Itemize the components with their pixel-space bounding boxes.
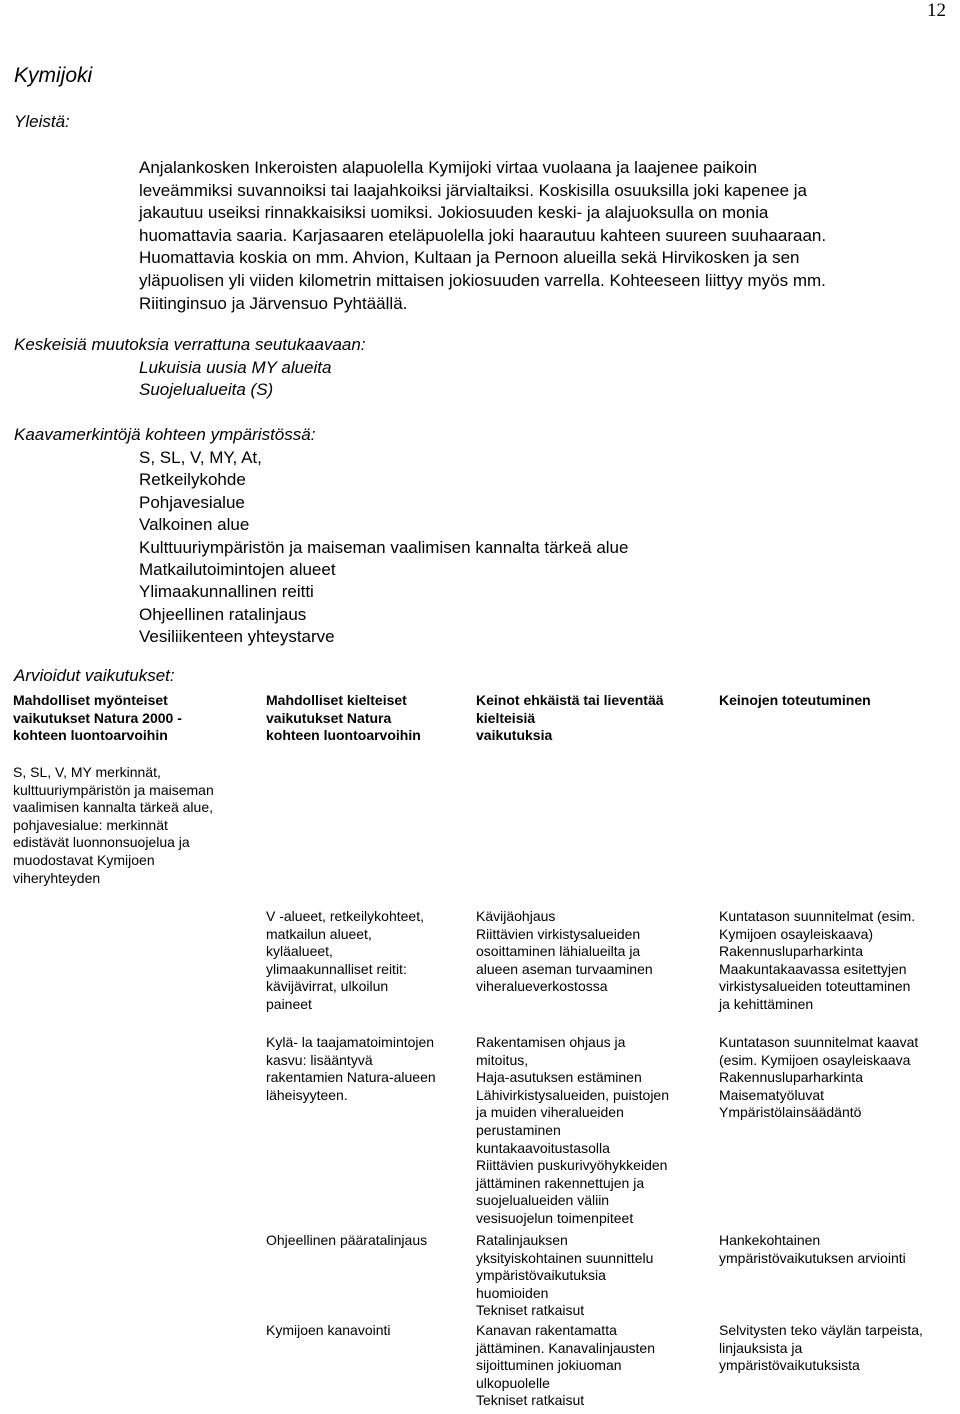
cell-line: yksityiskohtainen suunnittelu [476,1249,654,1266]
cell-line: Hankekohtainen [719,1232,821,1248]
changes-list [139,357,331,402]
list-item: Kulttuuriympäristön ja maiseman vaalimisen kannalta tärkeä alue [139,537,629,557]
page-number: 12 [927,0,946,21]
cell-line: Ohjeellinen pääratalinjaus [266,1232,428,1248]
header-line: kielteisiä [476,709,536,726]
paragraph-line: Huomattavia koskia on mm. Ahvion, Kultaan ja Pernoon alueilla sekä Hirvikosken ja sen [139,248,800,268]
cell-line: ulkopuolelle [476,1374,550,1391]
cell-line: vesisuojelun toimenpiteet [476,1210,634,1226]
list-item: Vesiliikenteen yhteystarve [139,627,335,647]
table-column-realization [719,692,949,1402]
list-item: S, SL, V, MY, At, [139,448,262,467]
cell-line: Ratalinjauksen [476,1232,568,1248]
cell-line: Kuntatason suunnitelmat (esim. [719,908,916,924]
paragraph-line: Anjalankosken Inkeroisten alapuolella Kymijoki virtaa vuolaana ja laajenee paikoin [139,158,758,177]
cell-line: S, SL, V, MY merkinnät, [13,764,161,780]
header-line: Mahdolliset myönteiset [13,692,168,708]
cell-line: mitoitus, [476,1051,529,1068]
cell-line: Tekniset ratkaisut [476,1302,585,1319]
cell-line: Rakennusluparharkinta [719,943,863,960]
cell-line: Selvitysten teko väylän tarpeista, [719,1322,923,1338]
header-line: kohteen luontoarvoihin [266,727,421,744]
paragraph-line: yläpuolisen yli viiden kilometrin mittaisen jokiosuuden varrella. Kohteeseen liittyy myös mm. [139,270,826,290]
changes-heading: Keskeisiä muutoksia verrattuna seutukaavaan: [14,335,366,354]
table-column-mitigation [476,692,701,1409]
header-line: vaikutukset Natura [266,709,392,726]
cell-line: Ympäristölainsäädäntö [719,1104,862,1121]
section-heading-general: Yleistä: [14,112,70,131]
cell-line: läheisyyteen. [266,1086,348,1103]
paragraph-line: Riitinginsuo ja Järvensuo Pyhtäällä. [139,293,408,313]
cell-line: Kanavan rakentamatta [476,1322,617,1338]
table-column-negative-impacts [266,692,466,1402]
impacts-heading: Arvioidut vaikutukset: [14,666,175,685]
cell-line: viheralueverkostossa [476,978,608,995]
list-item: Lukuisia uusia MY alueita [139,358,332,377]
page-title: Kymijoki [14,64,93,87]
cell-line: kuntakaavoitustasolla [476,1139,610,1156]
general-description [139,157,939,315]
cell-line: linjauksista ja [719,1339,803,1356]
paragraph-line: jakautuu useiksi rinnakkaisiksi uomiksi. Jokiosuuden keski- ja alajuoksulla on monia [139,203,769,223]
cell-line: paineet [266,996,312,1012]
cell-line: Kymijoen osayleiskaava) [719,925,874,942]
table-column-positive-impacts [13,692,243,1402]
cell-line: kävijävirrat, ulkoilun [266,978,389,995]
cell-line: kasvu: lisääntyvä [266,1051,373,1068]
cell-line: ympäristövaikutuksen arviointi [719,1249,906,1266]
cell-line: kyläalueet, [266,943,333,960]
cell-line: osoittaminen lähialueilta ja [476,943,641,960]
cell-line: Kävijäohjaus [476,908,556,924]
cell-line: Maisematyöluvat [719,1086,825,1103]
cell-line: Rakentamisen ohjaus ja [476,1034,626,1050]
list-item: Matkailutoimintojen alueet [139,560,336,580]
markings-heading: Kaavamerkintöjä kohteen ympäristössä: [14,425,316,444]
header-line: Keinojen toteutuminen [719,692,871,708]
cell-line: pohjavesialue: merkinnät [13,816,168,833]
list-item: Pohjavesialue [139,492,245,512]
cell-line: jättäminen. Kanavalinjausten [476,1339,656,1356]
cell-line: Rakennusluparharkinta [719,1069,863,1086]
cell-line: vaalimisen kannalta tärkeä alue, [13,799,214,816]
list-item: Retkeilykohde [139,470,246,490]
cell-line: rakentamien Natura-alueen [266,1069,436,1086]
header-line: Mahdolliset kielteiset [266,692,407,708]
list-item: Suojelualueita (S) [139,380,274,400]
cell-line: Lähivirkistysalueiden, puistojen [476,1086,669,1103]
cell-line: Kymijoen kanavointi [266,1322,391,1338]
cell-line: Kuntatason suunnitelmat kaavat [719,1034,919,1050]
paragraph-line: leveämmiksi suvannoiksi tai laajahkoiksi järvialtaiksi. Koskisilla osuuksilla joki kapenee ja [139,180,808,200]
cell-line: viheryhteyden [13,869,101,886]
paragraph-line: huomattavia saaria. Karjasaaren eteläpuolella joki haarautuu kahteen suureen suuhaaraan. [139,225,827,245]
cell-line: Tekniset ratkaisut [476,1392,585,1409]
cell-line: perustaminen [476,1122,561,1138]
cell-line: muodostavat Kymijoen [13,852,155,868]
cell-line: V -alueet, retkeilykohteet, [266,908,424,924]
cell-line: alueen aseman turvaaminen [476,960,653,977]
cell-line: edistävät luonnonsuojelua ja [13,834,190,851]
header-line: vaikutukset Natura 2000 - [13,709,182,726]
cell-line: Kylä- la taajamatoimintojen [266,1034,435,1050]
cell-line: sijoittuminen jokiuoman [476,1357,622,1374]
cell-line: ympäristövaikutuksista [719,1357,860,1374]
cell-line: matkailun alueet, [266,925,372,942]
cell-line: jättäminen rakennettujen ja [476,1174,645,1191]
cell-line: huomioiden [476,1284,549,1301]
header-line: vaikutuksia [476,727,553,744]
cell-line: virkistysalueiden toteuttaminen [719,978,911,995]
cell-line: kulttuuriympäristön ja maiseman [13,781,214,798]
cell-line: Maakuntakaavassa esitettyjen [719,960,907,977]
list-item: Ylimaakunnallinen reitti [139,582,314,602]
cell-line: Riittävien puskurivyöhykkeiden [476,1157,668,1174]
cell-line: ympäristövaikutuksia [476,1267,606,1284]
cell-line: Haja-asutuksen estäminen [476,1069,642,1086]
header-line: kohteen luontoarvoihin [13,727,168,744]
cell-line: ylimaakunnalliset reitit: [266,960,407,977]
cell-line: ja muiden viheralueiden [476,1104,624,1121]
list-item: Valkoinen alue [139,515,250,535]
list-item: Ohjeellinen ratalinjaus [139,604,307,624]
markings-list [139,447,628,649]
cell-line: Riittävien virkistysalueiden [476,925,641,942]
header-line: Keinot ehkäistä tai lieventää [476,692,664,708]
cell-line: suojelualueiden väliin [476,1192,610,1209]
cell-line: ja kehittäminen [719,996,814,1012]
cell-line: (esim. Kymijoen osayleiskaava [719,1051,911,1068]
